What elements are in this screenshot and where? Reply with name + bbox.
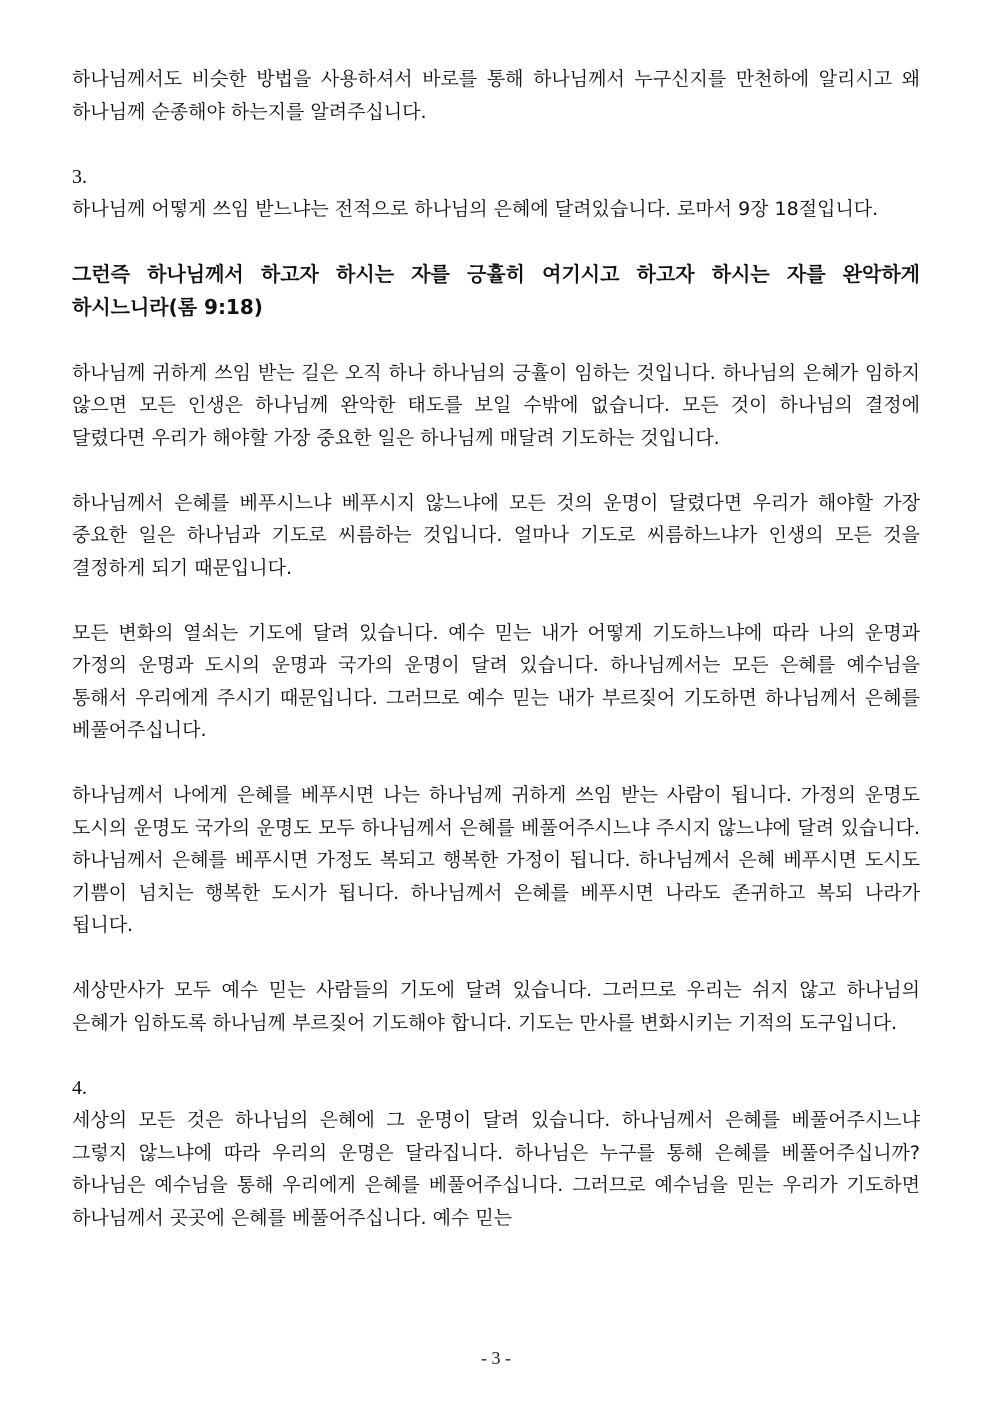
spacer [72,226,920,259]
paragraph: 하나님께 어떻게 쓰임 받느냐는 전적으로 하나님의 은혜에 달려있습니다. 로마서 9장 18절입니다. [72,198,879,220]
section-number: 4. [72,1076,87,1099]
section-number: 3. [72,165,87,188]
paragraph: 세상의 모든 것은 하나님의 은혜에 그 운명이 달려 있습니다. 하나님께서 은혜를 베풀어주시느냐 그렇지 않느냐에 따라 우리의 운명은 달라집니다. 하나님은 누구를 통해 은혜를 베풀어주십니까? 하나님은 예수님을 통해 우리에게 은혜를 베풀어주십니다. 그러므로 예수님을 믿는 우리가 기도하면 하나님께서 곳곳에 은혜를 베풀어주십니다. 예수 믿는 [72,1109,920,1229]
spacer [72,942,920,975]
paragraph: 하나님께서 은혜를 베푸시느냐 베푸시지 않느냐에 모든 것의 운명이 달렸다면 우리가 해야할 가장 중요한 일은 하나님과 기도로 씨름하는 것입니다. 얼마나 기도로 씨름하느냐가 인생의 모든 것을 결정하게 되기 때문입니다. [72,491,920,579]
paragraph: 모든 변화의 열쇠는 기도에 달려 있습니다. 예수 믿는 내가 어떻게 기도하느냐에 따라 나의 운명과 가정의 운명과 도시의 운명과 국가의 운명이 달려 있습니다. 하나님께서는 모든 은혜를 예수님을 통해서 우리에게 주시기 때문입니다. 그러므로 예수 믿는 내가 부르짖어 기도하면 하나님께서 은혜를 베풀어주십니다. [72,621,920,741]
page-number: - 3 - [481,1348,511,1368]
spacer [72,454,920,487]
paragraph: 세상만사가 모두 예수 믿는 사람들의 기도에 달려 있습니다. 그러므로 우리는 쉬지 않고 하나님의 은혜가 임하도록 하나님께 부르짖어 기도해야 합니다. 기도는 만사를 변화시키는 기적의 도구입니다. [72,979,920,1034]
spacer [72,747,920,780]
document-page [72,63,920,1234]
paragraph: 하나님께 귀하게 쓰임 받는 길은 오직 하나 하나님의 긍휼이 임하는 것입니다. 하나님의 은혜가 임하지 않으면 모든 인생은 하나님께 완악한 태도를 보일 수밖에 없습니다. 모든 것이 하나님의 결정에 달렸다면 우리가 해야할 가장 중요한 일은 하나님께 매달려 기도하는 것입니다. [72,361,920,449]
spacer [72,1039,920,1072]
paragraph: 하나님께서 나에게 은혜를 베푸시면 나는 하나님께 귀하게 쓰임 받는 사람이 됩니다. 가정의 운명도 도시의 운명도 국가의 운명도 모두 하나님께서 은혜를 베풀어주시느냐 주시지 않느냐에 달려 있습니다. 하나님께서 은혜를 베푸시면 가정도 복되고 행복한 가정이 됩니다. 하나님께서 은혜 베푸시면 도시도 기쁨이 넘치는 행복한 도시가 됩니다. 하나님께서 은혜를 베푸시면 나라도 존귀하고 복되 나라가 됩니다. [72,784,920,936]
spacer [72,324,920,357]
spacer [72,128,920,161]
scripture-quote: 그런즉 하나님께서 하고자 하시는 자를 긍휼히 여기시고 하고자 하시는 자를 완악하게 하시느니라(롬 9:18) [72,262,920,319]
paragraph-continued: 하나님께서도 비슷한 방법을 사용하셔서 바로를 통해 하나님께서 누구신지를 만천하에 알리시고 왜 하나님께 순종해야 하는지를 알려주십니다. [72,68,920,123]
spacer [72,584,920,617]
